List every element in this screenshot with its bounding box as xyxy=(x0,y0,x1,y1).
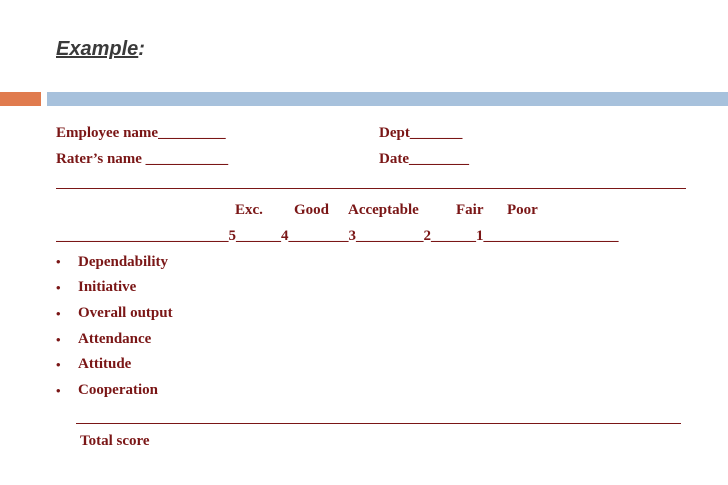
bullet-icon: • xyxy=(56,357,61,372)
scale-numbers-row: _______________________5______4________3_________2______1__________________ xyxy=(56,228,619,244)
title-main: Example xyxy=(56,38,139,60)
date-field: Date________ xyxy=(379,151,469,167)
slide-title xyxy=(56,38,145,61)
total-score-label: Total score xyxy=(80,433,150,449)
dept-field: Dept_______ xyxy=(379,125,463,141)
scale-header-poor: Poor xyxy=(507,202,538,218)
bullet-icon: • xyxy=(56,383,61,398)
accent-band-blue xyxy=(47,92,728,106)
item-attitude: Attitude xyxy=(78,356,132,372)
bullet-icon: • xyxy=(56,332,61,347)
rater-name-field: Rater’s name ___________ xyxy=(56,151,229,167)
item-initiative: Initiative xyxy=(78,279,137,295)
bullet-icon: • xyxy=(56,306,61,321)
total-separator-line xyxy=(76,423,681,424)
bullet-icon: • xyxy=(56,280,61,295)
scale-header-acceptable: Acceptable xyxy=(348,202,419,218)
employee-name-field: Employee name_________ xyxy=(56,125,226,141)
title-suffix: : xyxy=(138,38,145,60)
scale-header-fair: Fair xyxy=(456,202,484,218)
accent-band-orange xyxy=(0,92,41,106)
item-dependability: Dependability xyxy=(78,254,169,270)
item-overall-output: Overall output xyxy=(78,305,173,321)
scale-header-exc: Exc. xyxy=(235,202,263,218)
item-attendance: Attendance xyxy=(78,331,152,347)
scale-header-good: Good xyxy=(294,202,330,218)
separator-line xyxy=(56,188,686,189)
item-cooperation: Cooperation xyxy=(78,382,158,398)
bullet-icon: • xyxy=(56,254,61,269)
